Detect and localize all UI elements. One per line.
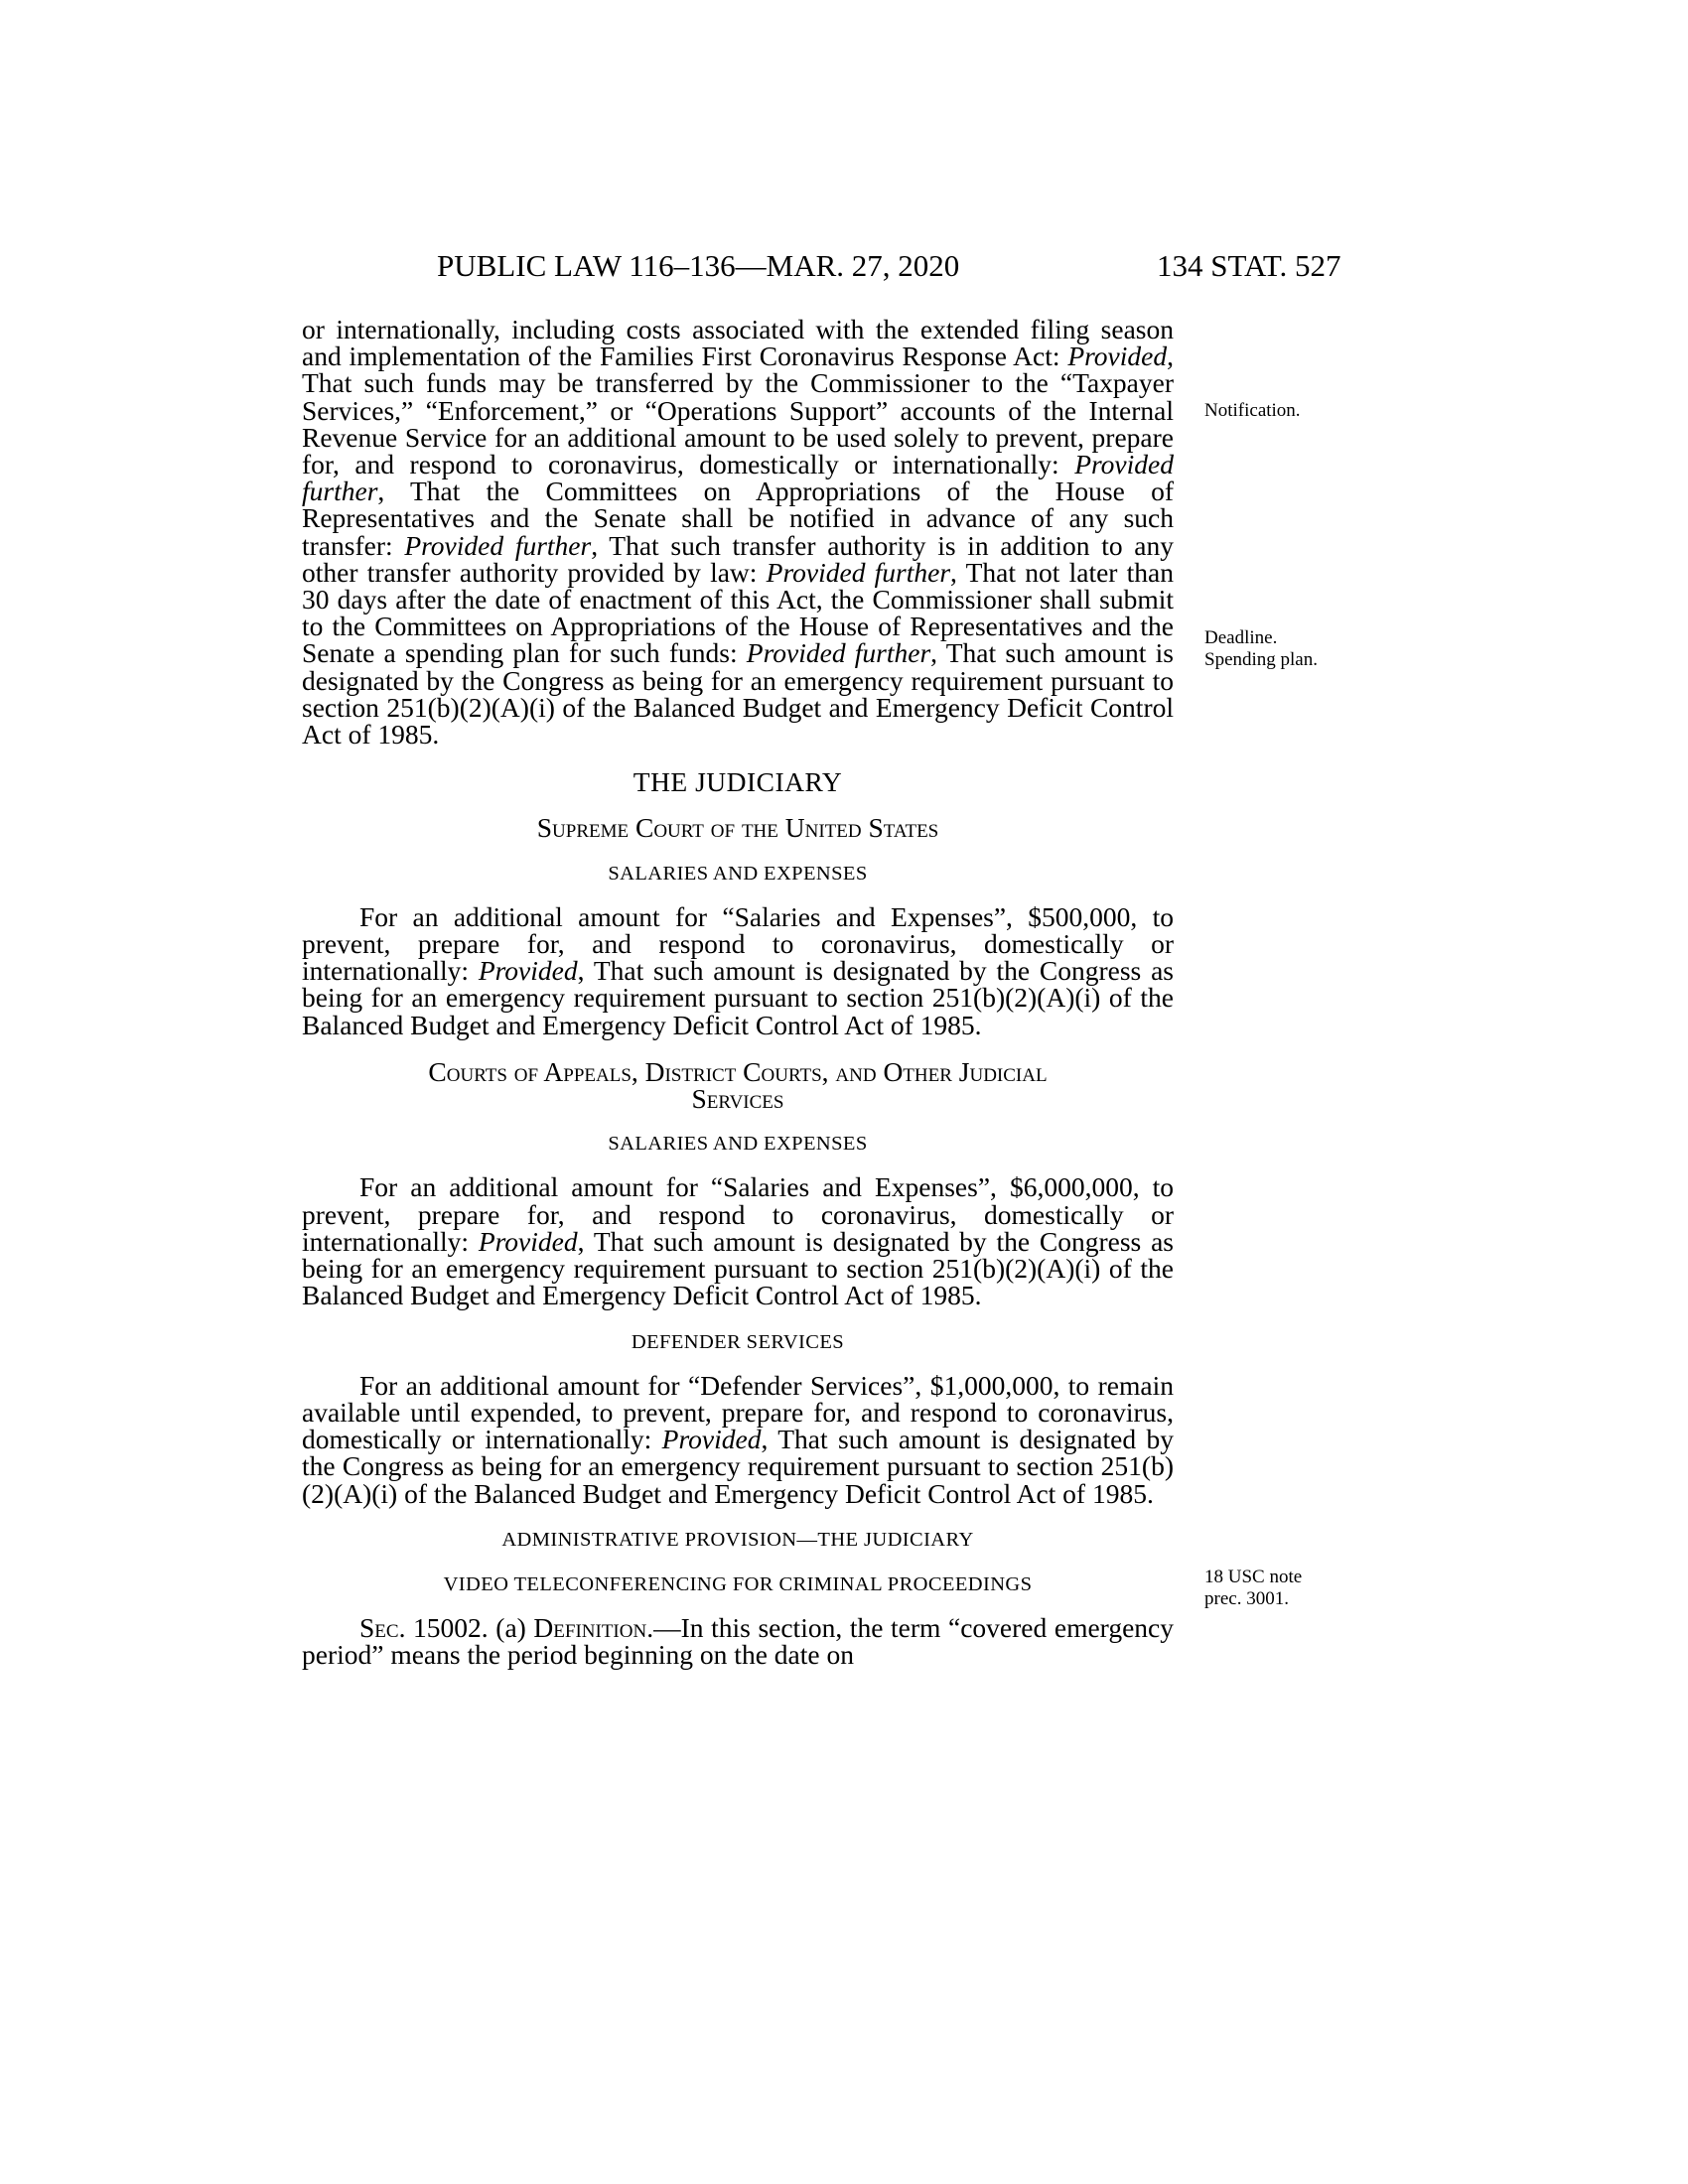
body-column	[302, 316, 1174, 1669]
salaries-expenses-heading: SALARIES AND EXPENSES	[608, 1133, 868, 1156]
administrative-provision-heading: ADMINISTRATIVE PROVISION—THE JUDICIARY	[501, 1528, 974, 1551]
supreme-court-paragraph	[302, 900, 1174, 1040]
text-run: For an additional amount for “Defender Services”, $1,000,000, to remain available until expended, to prevent, prepare for, and respond to coronavirus, domestically or internationally:	[302, 1369, 1174, 1455]
text-run: , That such amount is designated by the Congress as being for an emergency requirement pursuant to section 251(b)(2)(A)(i) of the Balanced Budget and Emergency Deficit Control Act of 1985.	[302, 1225, 1174, 1311]
courts-of-appeals-paragraph	[302, 1171, 1174, 1311]
proviso-italic: Provided further	[302, 449, 1174, 507]
proviso-italic: Provided	[478, 955, 578, 987]
salaries-expenses-heading: SALARIES AND EXPENSES	[608, 862, 868, 885]
proviso-italic: Provided	[1067, 341, 1168, 372]
text-run: (a)	[488, 1612, 534, 1644]
video-teleconferencing-heading: VIDEO TELECONFERENCING FOR CRIMINAL PROCEEDINGS	[443, 1572, 1033, 1595]
text-run: For an additional amount for “Salaries and Expenses”, $500,000, to prevent, prepare for, and respond to coronavirus, domestically or internationally:	[302, 900, 1174, 987]
text-run: —In this section, the term “covered emergency period” means the period beginning on the date on	[302, 1612, 1174, 1671]
defender-services-paragraph	[302, 1369, 1174, 1509]
margin-note-spending-plan: Spending plan.	[1204, 649, 1318, 670]
text-run: , That such transfer authority is in addition to any other transfer authority provided by law:	[302, 529, 1174, 588]
statute-page-number: 134 STAT. 527	[1157, 248, 1341, 283]
margin-note-usc-citation-cont: prec. 3001.	[1204, 1588, 1289, 1609]
public-law-citation: PUBLIC LAW 116–136—MAR. 27, 2020	[437, 248, 960, 283]
margin-note-usc-citation: 18 USC note	[1204, 1567, 1303, 1587]
definition-label: Definition.	[533, 1612, 654, 1644]
text-run: , That not later than 30 days after the date of enactment of this Act, the Commissioner shall submit to the Committees on Appropriations of the House of Representatives and the Senate a spending plan for such funds:	[302, 556, 1175, 669]
text-run: or internationally, including costs associated with the extended filing season and implementation of the Families First Coronavirus Response Act:	[302, 314, 1174, 372]
section-15002-paragraph	[302, 1612, 1174, 1671]
text-run: , That such amount is designated by the Congress as being for an emergency requirement pursuant to section 251(b)(2)(A)(i) of the Balanced Budget and Emergency Deficit Control Act of 1985.	[302, 1424, 1174, 1509]
defender-services-heading: DEFENDER SERVICES	[631, 1330, 845, 1353]
text-run: , That such amount is designated by the Congress as being for an emergency requirement pursuant to section 251(b)(2)(A)(i) of the Balanced Budget and Emergency Deficit Control Act of 1985.	[302, 955, 1174, 1040]
running-head	[298, 246, 1370, 286]
section-number: Sec. 15002.	[359, 1612, 489, 1644]
heading-line: Courts of Appeals, District Courts, and Other Judicial	[428, 1055, 1048, 1087]
text-run: For an additional amount for “Salaries and Expenses”, $6,000,000, to prevent, prepare for, and respond to coronavirus, domestically or internationally:	[302, 1171, 1174, 1257]
margin-note-deadline: Deadline.	[1204, 627, 1278, 648]
heading-line: Services	[691, 1083, 784, 1115]
intro-paragraph	[302, 314, 1175, 751]
text-run: , That the Committees on Appropriations of the House of Representatives and the Senate shall be notified in advance of any such transfer:	[302, 476, 1174, 561]
proviso-italic: Provided further	[404, 529, 592, 561]
proviso-italic: Provided further	[746, 637, 931, 669]
proviso-italic: Provided	[661, 1424, 762, 1455]
proviso-italic: Provided	[478, 1225, 578, 1257]
judiciary-heading: THE JUDICIARY	[633, 766, 843, 798]
text-run: , That such funds may be transferred by the Commissioner to the “Taxpayer Services,” “Enforcement,” or “Operations Support” accounts of the Internal Revenue Service for an additional amount to be used solely to prevent, prepare for, and respond to coronavirus, domestically or internationally:	[302, 341, 1174, 480]
margin-note-notification: Notification.	[1204, 400, 1301, 421]
text-run: , That such amount is designated by the Congress as being for an emergency requirement pursuant to section 251(b)(2)(A)(i) of the Balanced Budget and Emergency Deficit Control Act of 1985.	[302, 637, 1174, 751]
proviso-italic: Provided further	[766, 556, 951, 588]
supreme-court-heading: Supreme Court of the United States	[536, 812, 939, 844]
courts-of-appeals-heading	[302, 1055, 1174, 1115]
